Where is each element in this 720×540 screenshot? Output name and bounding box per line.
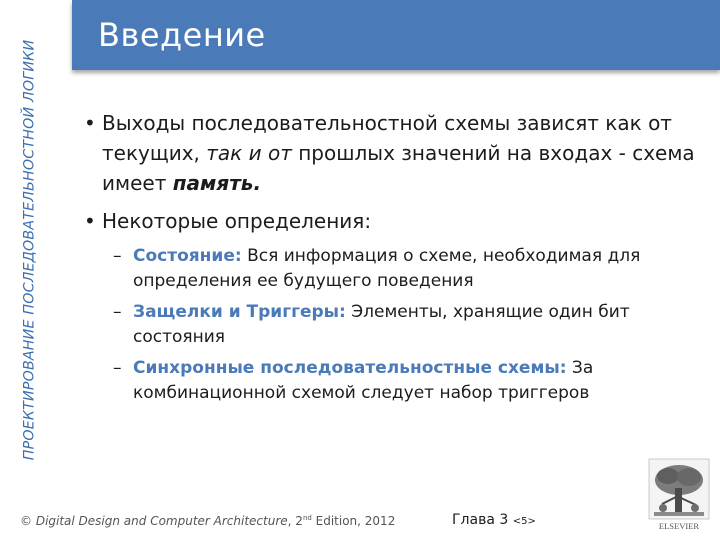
copyright-symbol: ©: [20, 514, 36, 528]
term-label: Синхронные последовательностные схемы:: [133, 358, 567, 378]
subitem-state: [84, 244, 704, 294]
footer-copyright: [20, 514, 395, 528]
bullet-dot: •: [84, 209, 96, 233]
sidebar-title: [6, 4, 52, 496]
bullet-definitions: [84, 206, 704, 236]
bullet-text: Некоторые определения:: [102, 209, 372, 233]
edition-pre: , 2: [287, 514, 303, 528]
chapter-label: Глава 3: [452, 512, 509, 528]
dash-marker: –: [113, 302, 122, 322]
term-label: Защелки и Триггеры:: [133, 302, 346, 322]
bullet-bold-italic: память.: [172, 171, 262, 195]
title-bar: [72, 0, 720, 70]
bullet-outputs: [84, 108, 704, 198]
elsevier-tree-icon: [648, 458, 710, 532]
subitem-sync: [84, 356, 704, 406]
page-number: <5>: [512, 516, 536, 527]
subitem-latches: [84, 300, 704, 350]
term-desc: Вся информация о схеме, необходимая для определения ее будущего поведения: [133, 246, 641, 291]
bullet-text: Выходы последовательностной схемы зависят как от текущих,: [102, 111, 672, 165]
slide-content: [84, 108, 704, 412]
elsevier-wordmark: ELSEVIER: [658, 521, 700, 531]
elsevier-logo: [648, 458, 710, 532]
edition-post: Edition, 2012: [311, 514, 396, 528]
edition-sup: nd: [302, 514, 312, 522]
chapter-indicator: [452, 512, 536, 528]
term-desc: Элементы, хранящие один бит состояния: [133, 302, 630, 347]
sidebar-title-text: ПРОЕКТИРОВАНИЕ ПОСЛЕДОВАТЕЛЬНОСТНОЙ ЛОГИКИ: [21, 39, 37, 461]
term-desc: За комбинационной схемой следует набор триггеров: [133, 358, 594, 403]
term-label: Состояние:: [133, 246, 242, 266]
book-title: Digital Design and Computer Architecture: [35, 514, 288, 528]
page-title: Введение: [98, 16, 266, 54]
dash-marker: –: [113, 246, 122, 266]
bullet-dot: •: [84, 111, 96, 135]
bullet-italic: так и от: [206, 141, 292, 165]
dash-marker: –: [113, 358, 122, 378]
bullet-text-cont: прошлых значений на входах - схема имеет: [102, 141, 695, 195]
